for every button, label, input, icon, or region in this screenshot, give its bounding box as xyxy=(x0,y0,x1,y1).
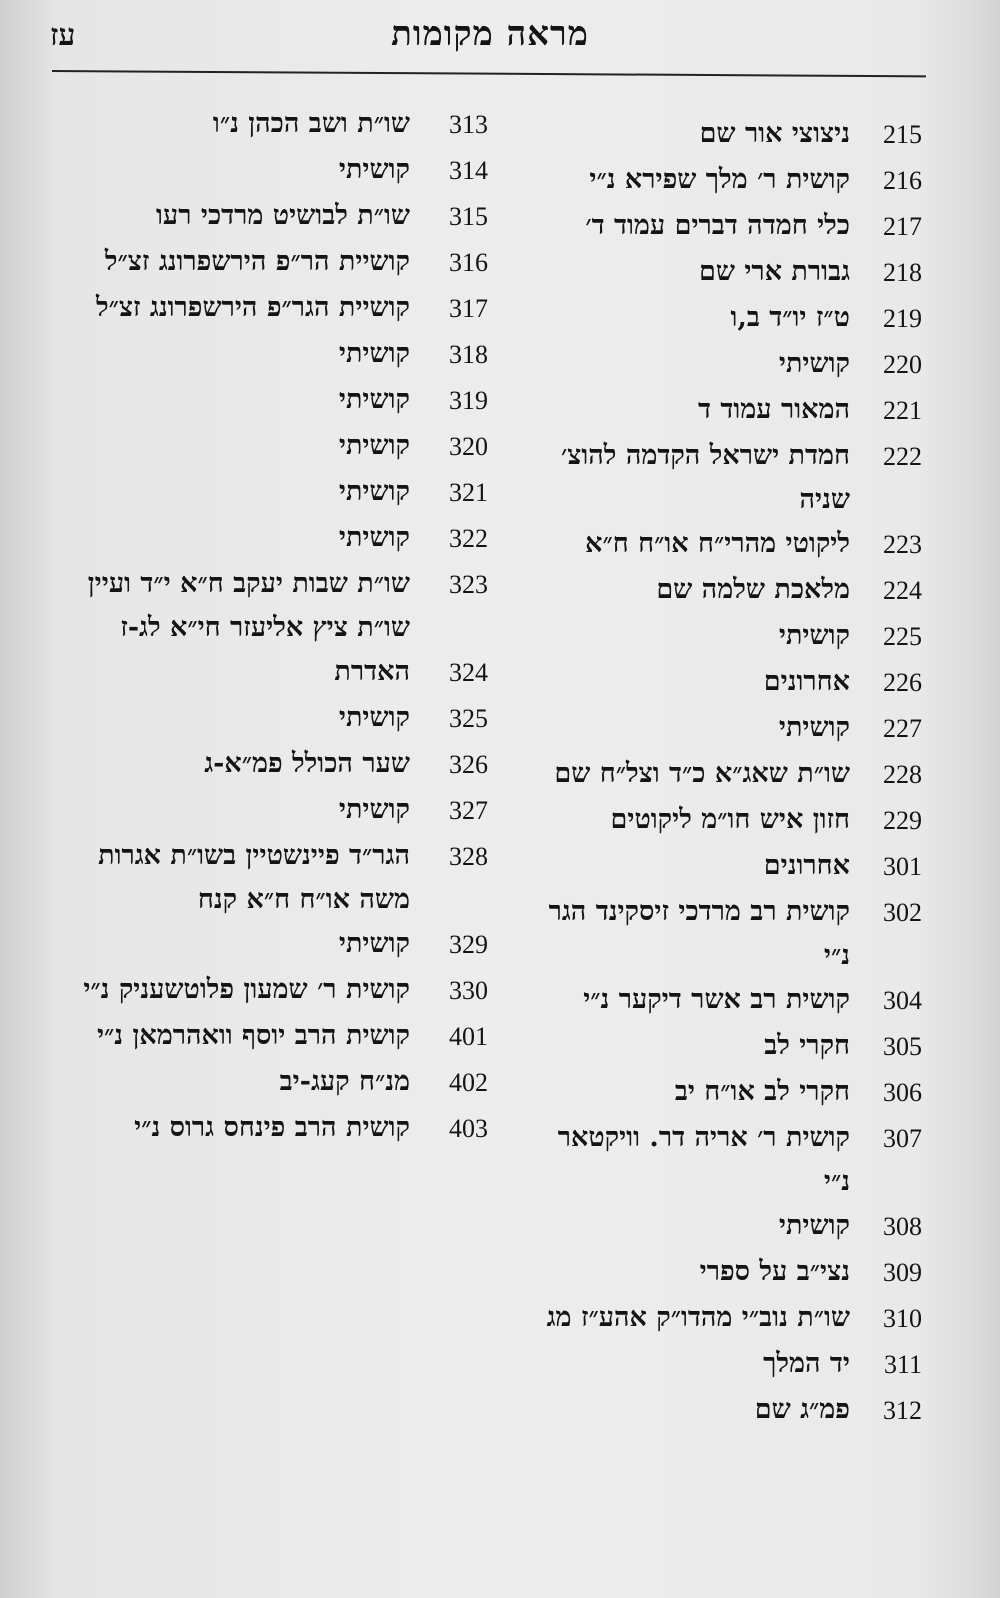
index-entry xyxy=(532,798,922,844)
entry-source: קושית ר׳ אריה דר. וויקטאר נ״י xyxy=(557,1122,850,1197)
index-entry xyxy=(70,650,488,696)
index-entry xyxy=(70,922,488,968)
entry-number: 224 xyxy=(883,576,922,605)
entry-source: חקרי לב xyxy=(764,1030,850,1061)
entry-number: 330 xyxy=(449,976,488,1005)
index-entry xyxy=(532,752,922,798)
entry-source: שער הכולל פמ״א-ג xyxy=(204,748,410,779)
right-column xyxy=(532,112,922,1434)
entry-number: 324 xyxy=(449,658,488,687)
index-entry xyxy=(70,286,488,332)
index-entry xyxy=(70,470,488,516)
index-entry xyxy=(70,562,488,650)
index-entry xyxy=(532,112,922,158)
entry-source: המאור עמוד ד xyxy=(697,394,850,425)
entry-source: כלי חמדה דברים עמוד ד׳ xyxy=(585,210,850,241)
entry-source: קושית ר׳ שמעון פלוטשעניק נ״י xyxy=(83,974,410,1005)
entry-source: קושית הרב פינחס גרוס נ״י xyxy=(134,1112,410,1143)
entry-number: 216 xyxy=(883,166,922,195)
index-entry xyxy=(532,1342,922,1388)
index-entry xyxy=(70,240,488,286)
entry-number: 302 xyxy=(883,898,922,927)
entry-number: 402 xyxy=(449,1068,488,1097)
entry-source: קושיתי xyxy=(778,348,850,379)
entry-number: 320 xyxy=(449,432,488,461)
index-entry xyxy=(532,1204,922,1250)
index-entry xyxy=(70,516,488,562)
entry-number: 326 xyxy=(449,750,488,779)
index-entry xyxy=(532,296,922,342)
entry-number: 223 xyxy=(883,530,922,559)
entry-source: קושיית הגר״פ הירשפרונג זצ״ל xyxy=(95,292,410,323)
entry-source: קושיתי xyxy=(778,620,850,651)
entry-number: 323 xyxy=(449,570,488,599)
entry-source: מלאכת שלמה שם xyxy=(656,574,850,605)
index-entry xyxy=(70,194,488,240)
index-entry xyxy=(532,342,922,388)
index-entry xyxy=(532,388,922,434)
entry-number: 220 xyxy=(883,350,922,379)
index-entry xyxy=(532,890,922,978)
entry-source: גבורת ארי שם xyxy=(698,256,850,287)
entry-number: 311 xyxy=(883,1350,922,1379)
entry-source: קושית ר׳ מלך שפירא נ״י xyxy=(589,164,850,195)
index-entry xyxy=(70,788,488,834)
page-header xyxy=(50,14,930,62)
index-entry xyxy=(532,660,922,706)
entry-source: קושיתי xyxy=(338,928,410,959)
entry-number: 403 xyxy=(449,1114,488,1143)
entry-number: 226 xyxy=(883,668,922,697)
entry-source: שו״ת נוב״י מהדו״ק אהע״ז מג xyxy=(546,1302,850,1333)
index-entry xyxy=(70,148,488,194)
left-column xyxy=(70,102,488,1152)
entry-source: פמ״ג שם xyxy=(754,1394,850,1425)
index-entry xyxy=(532,434,922,522)
index-entry xyxy=(70,696,488,742)
index-entry xyxy=(70,834,488,922)
entry-number: 215 xyxy=(883,120,922,149)
entry-number: 321 xyxy=(449,478,488,507)
index-entry xyxy=(70,378,488,424)
entry-source: קושיתי xyxy=(338,794,410,825)
entry-source: האדרת xyxy=(334,656,410,687)
entry-number: 228 xyxy=(883,760,922,789)
entry-source: ליקוטי מהרי״ח או״ח ח״א xyxy=(585,528,850,559)
entry-source: קושית רב מרדכי זיסקינד הגר נ״י xyxy=(548,896,850,971)
entry-source: קושיתי xyxy=(338,522,410,553)
index-entry xyxy=(532,158,922,204)
entry-number: 308 xyxy=(883,1212,922,1241)
entry-number: 318 xyxy=(449,340,488,369)
index-entry xyxy=(532,1116,922,1204)
entry-source: ט״ז יו״ד ב,ו xyxy=(730,302,850,333)
entry-number: 314 xyxy=(449,156,488,185)
entry-number: 325 xyxy=(449,704,488,733)
entry-number: 327 xyxy=(449,796,488,825)
index-entry xyxy=(532,1296,922,1342)
index-entry xyxy=(70,742,488,788)
index-entry xyxy=(70,102,488,148)
entry-source: קושיתי xyxy=(778,1210,850,1241)
index-entry xyxy=(532,978,922,1024)
index-entry xyxy=(532,844,922,890)
entry-number: 301 xyxy=(883,852,922,881)
index-entry xyxy=(532,706,922,752)
index-entry xyxy=(532,204,922,250)
entry-number: 310 xyxy=(883,1304,922,1333)
entry-source: שו״ת שאג״א כ״ד וצל״ח שם xyxy=(554,758,850,789)
index-entry xyxy=(532,1388,922,1434)
entry-source: ניצוצי אור שם xyxy=(699,118,850,149)
index-entry xyxy=(70,1106,488,1152)
index-entry xyxy=(532,1250,922,1296)
entry-source: חקרי לב או״ח יב xyxy=(674,1076,850,1107)
entry-number: 217 xyxy=(883,212,922,241)
entry-number: 315 xyxy=(449,202,488,231)
entry-source: קושיתי xyxy=(778,712,850,743)
entry-source: קושיתי xyxy=(338,430,410,461)
entry-source: אחרונים xyxy=(763,666,850,697)
entry-number: 313 xyxy=(449,110,488,139)
page-title: מראה מקומות xyxy=(391,14,589,54)
index-entry xyxy=(532,614,922,660)
entry-source: קושיתי xyxy=(338,384,410,415)
entry-number: 309 xyxy=(883,1258,922,1287)
entry-source: אחרונים xyxy=(763,850,850,881)
entry-source: שו״ת שבות יעקב ח״א י״ד ועיין שו״ת ציץ אליעזר חי״א לג-ז xyxy=(87,568,410,643)
entry-number: 401 xyxy=(449,1022,488,1051)
entry-number: 304 xyxy=(883,986,922,1015)
entry-number: 222 xyxy=(883,442,922,471)
index-entry xyxy=(70,968,488,1014)
entry-source: קושיתי xyxy=(338,476,410,507)
header-rule xyxy=(52,70,926,77)
index-entry xyxy=(70,332,488,378)
entry-number: 329 xyxy=(449,930,488,959)
entry-source: חזון איש חו״מ ליקוטים xyxy=(610,804,850,835)
entry-source: קושית הרב יוסף וואהרמאן נ״י xyxy=(96,1020,410,1051)
entry-source: שו״ת ושב הכהן נ״ו xyxy=(212,108,410,139)
entry-source: שו״ת לבושיט מרדכי רעו xyxy=(156,200,410,231)
entry-number: 225 xyxy=(883,622,922,651)
entry-number: 316 xyxy=(449,248,488,277)
page-number: עז xyxy=(50,18,76,53)
entry-number: 305 xyxy=(883,1032,922,1061)
entry-number: 322 xyxy=(449,524,488,553)
entry-number: 227 xyxy=(883,714,922,743)
entry-source: קושית רב אשר דיקער נ״י xyxy=(583,984,850,1015)
index-entry xyxy=(532,568,922,614)
entry-number: 229 xyxy=(883,806,922,835)
index-entry xyxy=(532,1024,922,1070)
index-entry xyxy=(70,1060,488,1106)
entry-source: קושיתי xyxy=(338,338,410,369)
index-entry xyxy=(532,250,922,296)
entry-source: יד המלך xyxy=(763,1348,850,1379)
entry-number: 221 xyxy=(883,396,922,425)
entry-source: קושיתי xyxy=(338,154,410,185)
entry-number: 328 xyxy=(449,842,488,871)
entry-number: 218 xyxy=(883,258,922,287)
entry-number: 312 xyxy=(883,1396,922,1425)
entry-source: חמדת ישראל הקדמה להוצ׳ שניה xyxy=(560,440,850,515)
entry-source: קושיית הר״פ הירשפרונג זצ״ל xyxy=(104,246,410,277)
index-entry xyxy=(70,1014,488,1060)
entry-number: 307 xyxy=(883,1124,922,1153)
entry-source: קושיתי xyxy=(338,702,410,733)
entry-number: 219 xyxy=(883,304,922,333)
entry-number: 319 xyxy=(449,386,488,415)
entry-source: הגר״ד פיינשטיין בשו״ת אגרות משה או״ח ח״א קנח xyxy=(98,840,410,915)
index-entry xyxy=(532,522,922,568)
entry-number: 317 xyxy=(449,294,488,323)
entry-source: נצי״ב על ספרי xyxy=(699,1256,850,1287)
index-entry xyxy=(70,424,488,470)
entry-source: מנ״ח קעג-יב xyxy=(279,1066,410,1097)
index-entry xyxy=(532,1070,922,1116)
entry-number: 306 xyxy=(883,1078,922,1107)
